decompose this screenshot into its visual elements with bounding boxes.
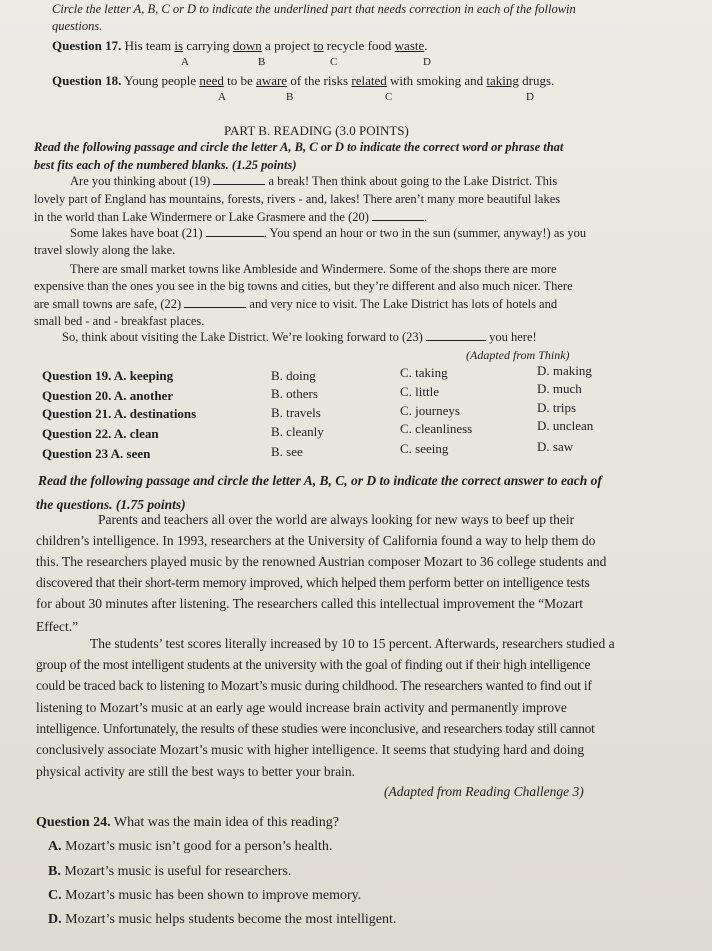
q17-part-d[interactable]: waste xyxy=(394,38,425,53)
q17-part-b[interactable]: down xyxy=(232,38,262,53)
q17-letter-a: A xyxy=(181,56,189,68)
q19-option-b[interactable]: B. doing xyxy=(271,368,316,383)
q17-letter-b: B xyxy=(258,56,266,68)
q18-letter-a: A xyxy=(218,91,226,103)
passage-2-line-12: conclusively associate Mozart’s music with higher intelligence. It seems that studying hard and doing xyxy=(36,742,585,757)
q20-option-b[interactable]: B. others xyxy=(271,386,318,401)
blank-19[interactable] xyxy=(213,183,265,185)
passage-2-line-10: listening to Mozart’s music at an early age would increase brain activity and permanently improve xyxy=(36,700,567,715)
passage-2-line-13: physical activity are still the best ways to better your brain. xyxy=(36,764,356,779)
q23-option-b[interactable]: B. see xyxy=(271,444,303,459)
instruction-line-1: Circle the letter A, B, C or D to indicate the underlined part that needs correction in each of the followin xyxy=(52,2,576,16)
q22-option-b[interactable]: B. cleanly xyxy=(271,424,324,439)
q22-option-d[interactable]: D. unclean xyxy=(537,418,594,433)
question-18: Question 18. Young people need to be aware of the risks related with smoking and taking drugs. xyxy=(52,73,555,88)
passage-2-line-9: could be traced back to listening to Mozart’s music during childhood. The researchers wanted to find out if xyxy=(36,678,592,693)
question-18-label: Question 18. xyxy=(52,73,122,88)
q21-option-b[interactable]: B. travels xyxy=(271,405,321,420)
passage-2-line-7: The students’ test scores literally increased by 10 to 15 percent. Afterwards, researchers studied a xyxy=(90,636,615,651)
reading-2-instruction-line-2: the questions. (1.75 points) xyxy=(36,497,186,512)
passage-2-line-3: this. The researchers played music by the renowned Austrian composer Mozart to 36 college students and xyxy=(36,554,607,569)
q17-part-c[interactable]: to xyxy=(313,38,324,53)
reading-2-instruction-line-1: Read the following passage and circle the letter A, B, C, or D to indicate the correct answer to each of xyxy=(38,473,602,488)
q22-option-a[interactable]: Question 22. A. clean xyxy=(42,426,159,441)
passage-1-paragraph-3-line-3: are small towns are safe, (22) and very nice to visit. The Lake District has lots of hotels and xyxy=(34,297,558,311)
part-b-heading: PART B. READING (3.0 POINTS) xyxy=(224,123,409,138)
q20-option-d[interactable]: D. much xyxy=(537,381,582,396)
blank-23[interactable] xyxy=(426,339,486,341)
passage-2-line-5: for about 30 minutes after listening. The researchers called this intellectual improvement the “Mozart xyxy=(36,596,584,611)
q22-option-c[interactable]: C. cleanliness xyxy=(400,421,473,436)
passage-2-line-4: discovered that their short-term memory improved, which helped them perform better on intelligence tests xyxy=(36,575,590,590)
q24-option-a[interactable]: A. Mozart’s music isn’t good for a person’s health. xyxy=(48,839,333,854)
passage-2-line-11: intelligence. Unfortunately, the results of these studies were inconclusive, and researchers today still cannot xyxy=(36,721,595,736)
q18-letter-b: B xyxy=(286,91,294,103)
q17-letter-d: D xyxy=(423,56,431,68)
q23-option-c[interactable]: C. seeing xyxy=(400,441,449,456)
part-b-instruction-line-2: best fits each of the numbered blanks. (1.25 points) xyxy=(34,158,297,172)
q24-option-c[interactable]: C. Mozart’s music has been shown to improve memory. xyxy=(48,888,362,903)
q18-part-a[interactable]: need xyxy=(199,73,224,88)
q21-option-c[interactable]: C. journeys xyxy=(400,403,460,418)
passage-1-paragraph-1-line-1: Are you thinking about (19) a break! Then think about going to the Lake District. This xyxy=(70,174,558,188)
passage-1-paragraph-1-line-2: lovely part of England has mountains, forests, rivers - and, lakes! There aren’t many more beautiful lakes xyxy=(34,192,561,206)
blank-22[interactable] xyxy=(184,306,246,308)
q18-part-b[interactable]: aware xyxy=(256,73,288,88)
question-17: Question 17. His team is carrying down a project to recycle food waste. xyxy=(52,38,428,53)
part-b-instruction-line-1: Read the following passage and circle the letter A, B, C or D to indicate the correct word or phrase that xyxy=(34,140,564,154)
passage-1-paragraph-2-line-2: travel slowly along the lake. xyxy=(34,243,176,257)
passage-1-paragraph-2-line-1: Some lakes have boat (21) . You spend an hour or two in the sun (summer, anyway!) as you xyxy=(70,226,587,240)
q20-option-c[interactable]: C. little xyxy=(400,384,439,399)
passage-2-line-1: Parents and teachers all over the world are always looking for new ways to beef up their xyxy=(98,512,575,527)
passage-2-line-8: group of the most intelligent students at the university with the goal of finding out if their high intelligence xyxy=(36,657,591,672)
passage-1-paragraph-4-line-1: So, think about visiting the Lake District. We’re looking forward to (23) you here! xyxy=(62,330,537,344)
passage-1-paragraph-1-line-3: in the world than Lake Windermere or Lake Grasmere and the (20) . xyxy=(34,210,428,224)
q19-option-a[interactable]: Question 19. A. keeping xyxy=(42,368,174,383)
question-17-label: Question 17. xyxy=(52,38,122,53)
q21-option-d[interactable]: D. trips xyxy=(537,400,576,415)
passage-2-line-6: Effect.” xyxy=(36,619,79,634)
instruction-line-2: questions. xyxy=(52,19,103,33)
q17-letter-c: C xyxy=(330,56,338,68)
passage-1-paragraph-3-line-1: There are small market towns like Ambleside and Windermere. Some of the shops there are more xyxy=(70,262,557,276)
q23-option-a[interactable]: Question 23 A. seen xyxy=(42,446,151,461)
q18-letter-d: D xyxy=(526,91,534,103)
q20-option-a[interactable]: Question 20. A. another xyxy=(42,388,174,403)
passage-1-paragraph-3-line-2: expensive than the ones you see in the big towns and cities, but they’re different and also much nicer. There xyxy=(34,279,573,293)
q23-option-d[interactable]: D. saw xyxy=(537,439,574,454)
passage-2-line-2: children’s intelligence. In 1993, researchers at the University of California found a way to help them do xyxy=(36,533,596,548)
q19-option-d[interactable]: D. making xyxy=(537,363,592,378)
passage-1-paragraph-3-line-4: small bed - and - breakfast places. xyxy=(34,314,205,328)
q19-option-c[interactable]: C. taking xyxy=(400,365,448,380)
q21-option-a[interactable]: Question 21. A. destinations xyxy=(42,406,197,421)
q18-letter-c: C xyxy=(385,91,393,103)
question-24: Question 24. What was the main idea of this reading? xyxy=(36,815,340,830)
q17-part-a[interactable]: is xyxy=(174,38,184,53)
blank-20[interactable] xyxy=(372,219,424,221)
passage-1-source: (Adapted from Think) xyxy=(466,348,570,362)
q24-option-d[interactable]: D. Mozart’s music helps students become the most intelligent. xyxy=(48,912,397,927)
blank-21[interactable] xyxy=(206,235,264,237)
q18-part-c[interactable]: related xyxy=(351,73,387,88)
passage-2-source: (Adapted from Reading Challenge 3) xyxy=(384,784,584,799)
q18-part-d[interactable]: taking xyxy=(486,73,519,88)
q24-option-b[interactable]: B. Mozart’s music is useful for researchers. xyxy=(48,864,292,879)
